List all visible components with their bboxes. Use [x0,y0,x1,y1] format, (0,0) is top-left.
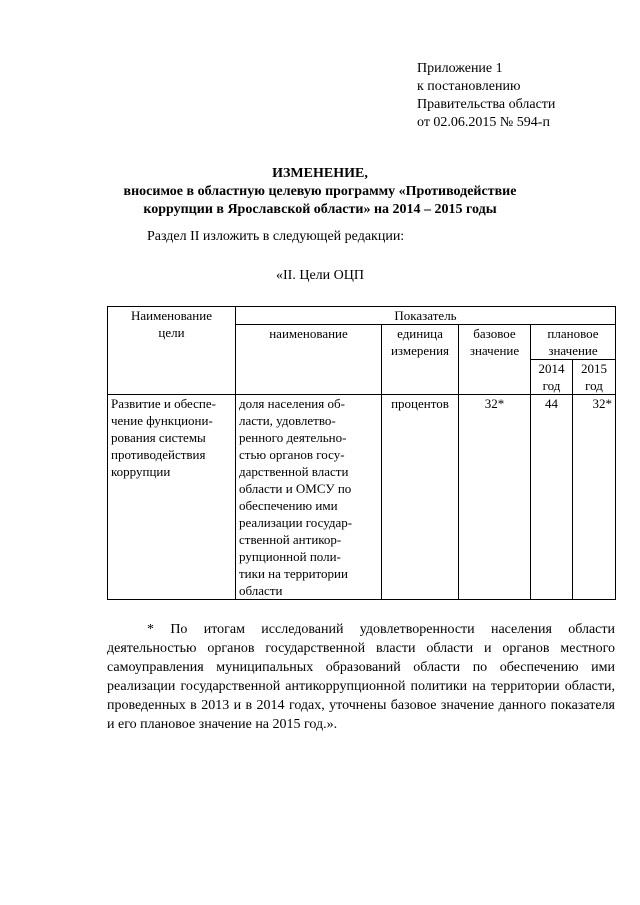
section-title: «II. Цели ОЦП [276,268,364,283]
appendix-line: от 02.06.2015 № 594-п [417,115,550,130]
appendix-line: Правительства области [417,97,556,112]
goals-table [107,306,616,600]
header-base-value: базовое значение [459,325,531,395]
title-heading: ИЗМЕНЕНИЕ, [272,166,368,181]
header-year-2014: 2014 год [531,360,573,395]
header-indicator: Показатель [236,307,616,325]
cell-goal: Развитие и обеспе- чение функциони- рования системы противодействия коррупции [108,395,236,600]
header-indicator-name: наименование [236,325,382,395]
cell-base-value: 32* [459,395,531,600]
footnote: * По итогам исследований удовлетворенности населения области деятельностью органов государственной власти области и органов местного самоуправления муниципальных образований области по обеспечению ими реализации государственной антикоррупционной политики на территории области, проведенных в 2013 и в 2014 годах, уточнены базовое значение данного показателя и его плановое значение на 2015 год.». [107,622,615,732]
table-row [108,395,616,600]
title-line: вносимое в областную целевую программу «Противодействие [123,184,517,199]
cell-indicator: доля населения об- ласти, удовлетво- ренного деятельно- стью органов госу- дарственной власти области и ОМСУ по обеспечению ими реализации государ- ственной антикор- рупционной поли- тики на территории области [236,395,382,600]
appendix-line: Приложение 1 [417,61,503,76]
header-goal-name: Наименование цели [108,307,236,395]
header-year-2015: 2015 год [573,360,616,395]
intro-text: Раздел II изложить в следующей редакции: [147,229,405,244]
cell-value-2014: 44 [531,395,573,600]
table-header-row [108,307,616,325]
appendix-note [417,60,555,132]
document-title [0,165,640,219]
appendix-line: к постановлению [417,79,521,94]
cell-unit: процентов [382,395,459,600]
header-planned-value: плановое значение [531,325,616,360]
header-unit: единица измерения [382,325,459,395]
title-line: коррупции в Ярославской области» на 2014 – 2015 годы [143,202,497,217]
cell-value-2015: 32* [573,395,616,600]
